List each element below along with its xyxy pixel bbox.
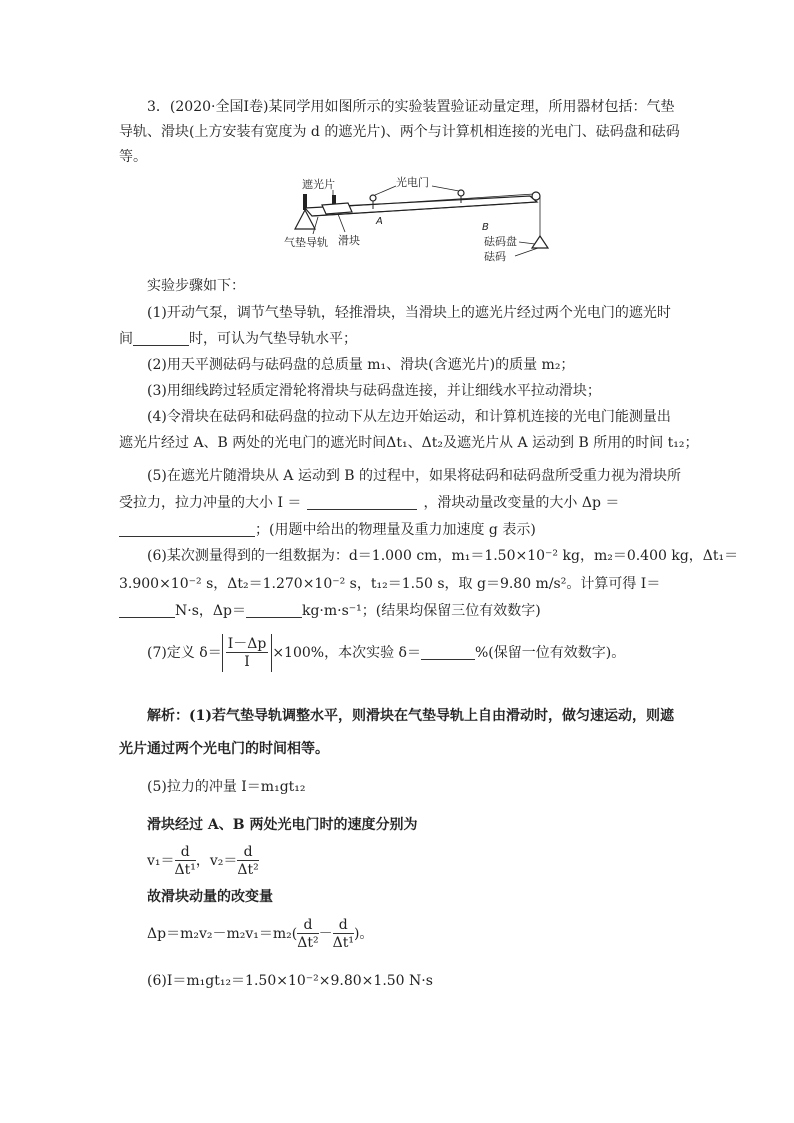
v2-denominator: Δt² <box>237 861 259 878</box>
question-line-2: 导轨、滑块(上方安装有宽度为 d 的遮光片)、两个与计算机相连接的光电门、砝码盘和砝码 <box>119 124 680 140</box>
v1-denominator: Δt¹ <box>174 861 196 878</box>
step-6a: (6)某次测量得到的一组数据为：d＝1.000 cm，m₁＝1.50×10⁻² kg，m₂＝0.400 kg，Δt₁＝ <box>147 548 739 564</box>
solution-velocity-intro: 滑块经过 A、B 两处光电门时的速度分别为 <box>147 817 418 833</box>
question-intro: (2020·全国Ⅰ卷)某同学用如图所示的实验装置验证动量定理，所用器材包括：气垫 <box>169 99 675 115</box>
v1-numerator: d <box>175 844 196 861</box>
answer-blank-I[interactable] <box>119 603 175 618</box>
dp-post: )。 <box>353 926 374 942</box>
step-7-post: ×100%，本次实验 δ＝ <box>272 645 421 661</box>
step-5c <box>119 520 536 540</box>
gate-A <box>370 195 376 201</box>
solution-line-1: 解析：(1)若气垫导轨调整水平，则滑块在气垫导轨上自由滑动时，做匀速运动，则遮 <box>147 708 674 724</box>
label-weight: 砝码 <box>484 250 506 263</box>
answer-blank-impulse[interactable] <box>307 495 417 510</box>
pulley <box>532 192 540 200</box>
solution-impulse: (5)拉力的冲量 I＝m₁gt₁₂ <box>147 779 306 795</box>
slider-block <box>322 203 352 214</box>
step-3: (3)用细线跨过轻质定滑轮将滑块与砝码盘连接，并让细线水平拉动滑块； <box>147 383 601 399</box>
answer-blank-1[interactable] <box>133 331 189 346</box>
question-line-3: 等。 <box>119 149 147 165</box>
step-1b <box>119 329 357 349</box>
step-7-pre: (7)定义 δ＝ <box>147 645 222 661</box>
step-5a: (5)在遮光片随滑块从 A 运动到 B 的过程中，如果将砝码和砝码盘所受重力视为滑块所 <box>147 468 682 484</box>
dp-numerator-1: d <box>297 917 318 934</box>
step-6c <box>119 601 541 621</box>
step-4a: (4)令滑块在砝码和砝码盘的拉动下从左边开始运动，和计算机连接的光电门能测量出 <box>147 409 671 425</box>
step-7 <box>147 634 625 672</box>
apparatus-figure <box>0 172 794 272</box>
label-slider: 滑块 <box>338 234 360 247</box>
answer-blank-momentum[interactable] <box>119 522 255 537</box>
question-number: 3． <box>147 99 170 115</box>
v1-label: v₁＝ <box>147 853 175 869</box>
weight-tray <box>532 236 548 248</box>
step-5c-post: ；(用题中给出的物理量及重力加速度 g 表示) <box>255 522 536 538</box>
label-B: B <box>482 222 489 233</box>
answer-blank-dp[interactable] <box>246 603 302 618</box>
delta-denominator: I <box>244 653 250 670</box>
v2-label: ，v₂＝ <box>195 853 238 869</box>
step-5b-pre: 受拉力，拉力冲量的大小 I ＝ <box>119 495 302 511</box>
question-line-1 <box>147 97 674 117</box>
dp-denominator-2: Δt¹ <box>332 934 354 951</box>
step-7-end: %(保留一位有效数字)。 <box>474 645 626 661</box>
dp-pre: Δp＝m₂v₂－m₂v₁＝m₂( <box>147 926 298 942</box>
step-6b: 3.900×10⁻² s，Δt₂＝1.270×10⁻² s，t₁₂＝1.50 s，取 g＝9.80 m/s²。计算可得 I＝ <box>119 576 661 592</box>
solution-line-2: 光片通过两个光电门的时间相等。 <box>119 741 329 757</box>
label-shade: 遮光片 <box>302 178 335 191</box>
solution-impulse-calc: (6)I＝m₁gt₁₂＝1.50×10⁻²×9.80×1.50 N·s <box>147 973 433 989</box>
steps-heading: 实验步骤如下： <box>147 278 245 294</box>
shading-plate <box>332 195 336 204</box>
label-gate: 光电门 <box>396 176 429 189</box>
step-5b-post: ，滑块动量改变量的大小 Δp ＝ <box>423 495 620 511</box>
label-tray: 砝码盘 <box>484 235 517 248</box>
step-6c-mid1: N·s，Δp＝ <box>175 603 246 619</box>
dp-denominator-1: Δt² <box>297 934 319 951</box>
step-2: (2)用天平测砝码与砝码盘的总质量 m₁、滑块(含遮光片)的质量 m₂； <box>147 357 575 373</box>
dp-numerator-2: d <box>333 917 354 934</box>
step-4b: 遮光片经过 A、B 两处的光电门的遮光时间Δt₁、Δt₂及遮光片从 A 运动到 B 所用的时间 t₁₂； <box>119 435 699 451</box>
delta-abs <box>222 634 273 672</box>
delta-numerator: I－Δp <box>227 635 267 652</box>
solution-momentum-intro: 故滑块动量的改变量 <box>147 889 273 905</box>
step-1b-pre: 间 <box>119 331 133 347</box>
v2-numerator: d <box>237 844 258 861</box>
step-5b <box>119 493 619 513</box>
answer-blank-delta[interactable] <box>421 645 475 660</box>
step-6c-mid2: kg·m·s⁻¹；(结果均保留三位有效数字) <box>301 603 541 619</box>
solution-velocities <box>147 842 259 880</box>
dp-minus: － <box>318 926 333 942</box>
step-1b-post: 时，可认为气垫导轨水平； <box>189 331 357 347</box>
label-A: A <box>376 216 383 227</box>
label-rail: 气垫导轨 <box>284 236 328 249</box>
solution-momentum-formula <box>147 915 373 953</box>
step-1a: (1)开动气泵，调节气垫导轨，轻推滑块，当滑块上的遮光片经过两个光电门的遮光时 <box>147 305 671 321</box>
